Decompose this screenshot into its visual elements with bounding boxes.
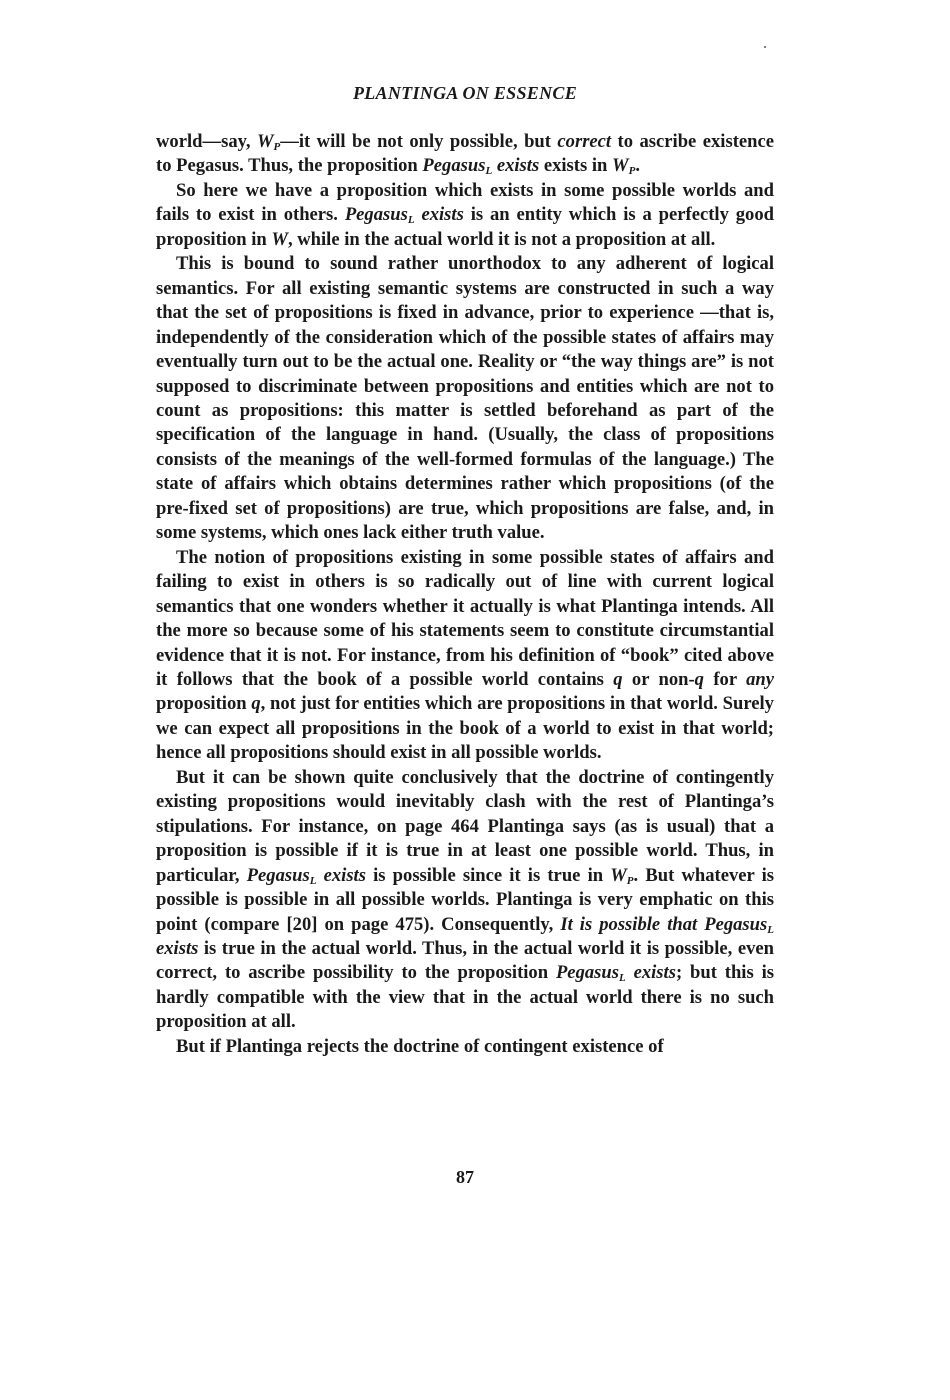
italic-text: exists	[156, 937, 199, 959]
paragraph	[156, 546, 774, 766]
text-run: , while in the actual world it is not a proposition at all.	[287, 228, 716, 250]
italic-text: any	[746, 668, 774, 690]
text-run: .	[635, 155, 640, 177]
italic-text: Pegasus	[555, 962, 619, 984]
scan-speck	[764, 46, 766, 48]
text-run: is an entity which is a perfectly good proposition in	[156, 204, 774, 250]
italic-text: Pegasus	[422, 155, 486, 177]
subscript: P	[628, 165, 636, 178]
text-run: —it will be not only possible, but	[280, 131, 558, 152]
body-text	[156, 130, 774, 1059]
text-run: This is bound to sound rather unorthodox to any adherent of logical semantics. For all existing semantic systems are constructed in such a way that the set of propositions is fixed in advance, prior to experience —that is, independently of the consideration which of the possible states of affairs may eventually turn out to be the actual one. Reality or “the way things are” is not supposed to discriminate between propositions and entities which are not to count as propositions: this matter is settled beforehand as part of the specification of the language in hand. (Usually, the class of propositions consists of the meanings of the well-formed formulas of the language.) The state of affairs which obtains determines rather which propositions (of the pre-fixed set of propositions) are true, which propositions are false, and, in some systems, which ones lack either truth value.	[156, 253, 774, 544]
italic-text: exists	[492, 155, 540, 177]
italic-text: q	[251, 693, 261, 715]
page-number: 87	[456, 1167, 474, 1187]
italic-text: It is possible that Pegasus	[560, 913, 768, 935]
italic-text: exists	[414, 204, 464, 226]
text-run: ; but this is hardly compatible with the view that in the actual world there is no such proposition at all.	[156, 962, 774, 1033]
paragraph	[156, 252, 774, 545]
subscript: L	[407, 214, 415, 227]
italic-text: exists	[625, 962, 676, 984]
italic-text: Pegasus	[246, 864, 310, 886]
italic-text: W	[256, 131, 274, 152]
paragraph	[156, 1035, 774, 1059]
subscript: P	[273, 141, 281, 153]
subscript: L	[309, 874, 317, 887]
subscript: L	[618, 972, 626, 985]
subscript: L	[485, 165, 493, 178]
text-run: to ascribe existence to Pegasus. Thus, the proposition	[156, 131, 774, 177]
text-run: proposition	[156, 693, 252, 715]
italic-text: q	[694, 668, 704, 690]
paragraph	[156, 766, 774, 1035]
italic-text: correct	[557, 131, 612, 152]
text-run: . But whatever is possible is possible in all possible worlds. Plantinga is very emphatic on this point (compare [20] on page 475). Consequently,	[156, 864, 774, 935]
italic-text: W	[271, 228, 288, 250]
italic-text: W	[612, 155, 629, 177]
paragraph	[156, 179, 774, 252]
subscript: P	[626, 874, 634, 887]
paragraph	[156, 130, 774, 179]
text-run: or non-	[622, 668, 695, 690]
text-run: But it can be shown quite conclusively that the doctrine of contingently existing propositions would inevitably clash with the rest of Plantinga’s stipulations. For instance, on page 464 Plantinga says (as is usual) that a proposition is possible if it is true in at least one possible world. Thus, in particular,	[156, 766, 774, 886]
italic-text: Pegasus	[344, 204, 408, 226]
italic-text: W	[610, 864, 627, 886]
italic-text: exists	[316, 864, 366, 886]
italic-text: q	[613, 668, 623, 690]
subscript: L	[767, 923, 774, 936]
text-run: world—say,	[156, 131, 257, 152]
text-run: is true in the actual world. Thus, in the actual world it is possible, even correct, to ascribe possibility to the proposition	[156, 937, 774, 984]
text-run: , not just for entities which are propositions in that world. Surely we can expect all propositions in the book of a world to exist in that world; hence all propositions should exist in all possible worlds.	[156, 693, 774, 764]
text-run: for	[703, 668, 747, 690]
text-run: But if Plantinga rejects the doctrine of contingent existence of	[176, 1035, 664, 1057]
text-run: So here we have a proposition which exists in some possible worlds and fails to exist in others.	[156, 179, 774, 226]
text-run: exists in	[539, 155, 613, 177]
text-run: The notion of propositions existing in some possible states of affairs and failing to exist in others is so radically out of line with current logical semantics that one wonders whether it actually is what Plantinga intends. All the more so because some of his statements seem to constitute circumstantial evidence that it is not. For instance, from his definition of “book” cited above it follows that the book of a possible world contains	[156, 546, 774, 690]
text-run: is possible since it is true in	[365, 864, 611, 886]
running-head: PLANTINGA ON ESSENCE	[352, 83, 578, 103]
